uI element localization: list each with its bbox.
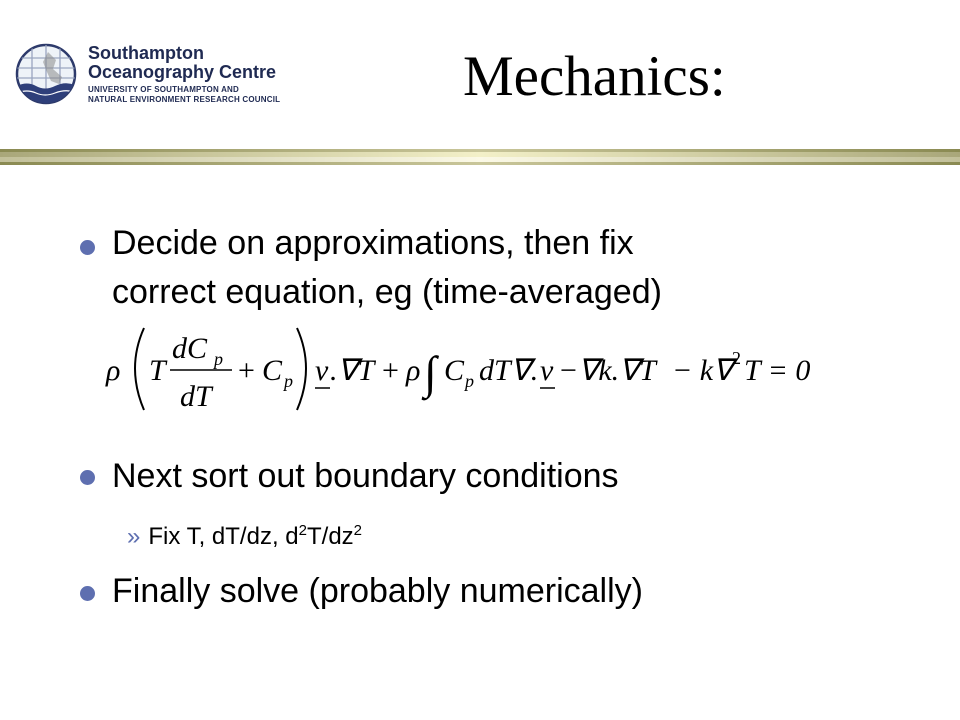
eq-integral: ∫ [424, 347, 437, 398]
sub-bullet-text-mid: T/dz [306, 523, 354, 550]
bullet-1-line1: Decide on approximations, then fix [112, 224, 634, 262]
bullet-marker [80, 237, 100, 257]
eq-dC: dC [172, 332, 208, 365]
eq-dT: dT [180, 380, 212, 413]
title-divider [0, 149, 960, 166]
sub-bullet-sup1: 2 [298, 522, 307, 539]
eq-C2: C [444, 354, 465, 387]
eq-left-paren [135, 328, 144, 410]
bullet-2-line1: Next sort out boundary conditions [112, 457, 619, 495]
eq-sub-p: p [214, 349, 223, 369]
organization-logo [12, 38, 302, 110]
logo-text [88, 44, 280, 105]
eq-minus-k: − k∇ [672, 354, 734, 387]
eq-v2: v [540, 354, 554, 387]
bullet-1-line2: correct equation, eg (time-averaged) [112, 273, 662, 311]
eq-plus2: + [382, 354, 399, 387]
sub-bullet-text-start: Fix T, dT/dz, d [148, 523, 299, 550]
logo-name-line2: Oceanography Centre [88, 62, 277, 82]
bullet-3-line1: Finally solve (probably numerically) [112, 572, 643, 610]
eq-minus-nabla-k: −∇k.∇T [558, 354, 656, 387]
bullet-marker [80, 583, 100, 603]
eq-dT-nabla: dT∇. [479, 354, 539, 387]
eq-rho: ρ [106, 354, 121, 387]
logo-subtitle-line2: NATURAL ENVIRONMENT RESEARCH COUNCIL [88, 95, 281, 104]
eq-T: T [149, 354, 166, 387]
sub-bullet-sup2: 2 [353, 522, 363, 539]
eq-dot-nabla-T: .∇T [330, 354, 375, 387]
bullet-marker [80, 467, 100, 487]
eq-sq: 2 [732, 348, 741, 368]
sub-bullet [127, 522, 362, 552]
eq-sub-p3: p [465, 371, 474, 391]
eq-plus: + [238, 354, 255, 387]
globe-logo-icon [12, 38, 80, 110]
heat-equation [104, 318, 834, 418]
eq-sub-p2: p [284, 371, 293, 391]
eq-C: C [262, 354, 283, 387]
eq-right-paren [297, 328, 306, 410]
sub-bullet-marker: » [127, 523, 141, 550]
eq-v: v [315, 354, 329, 387]
eq-rho2: ρ [406, 354, 421, 387]
logo-name-line1: Southampton [88, 43, 204, 63]
slide-title: Mechanics: [463, 45, 726, 108]
eq-T-eq-zero: T = 0 [744, 354, 811, 387]
logo-subtitle-line1: UNIVERSITY OF SOUTHAMPTON AND [88, 85, 239, 94]
